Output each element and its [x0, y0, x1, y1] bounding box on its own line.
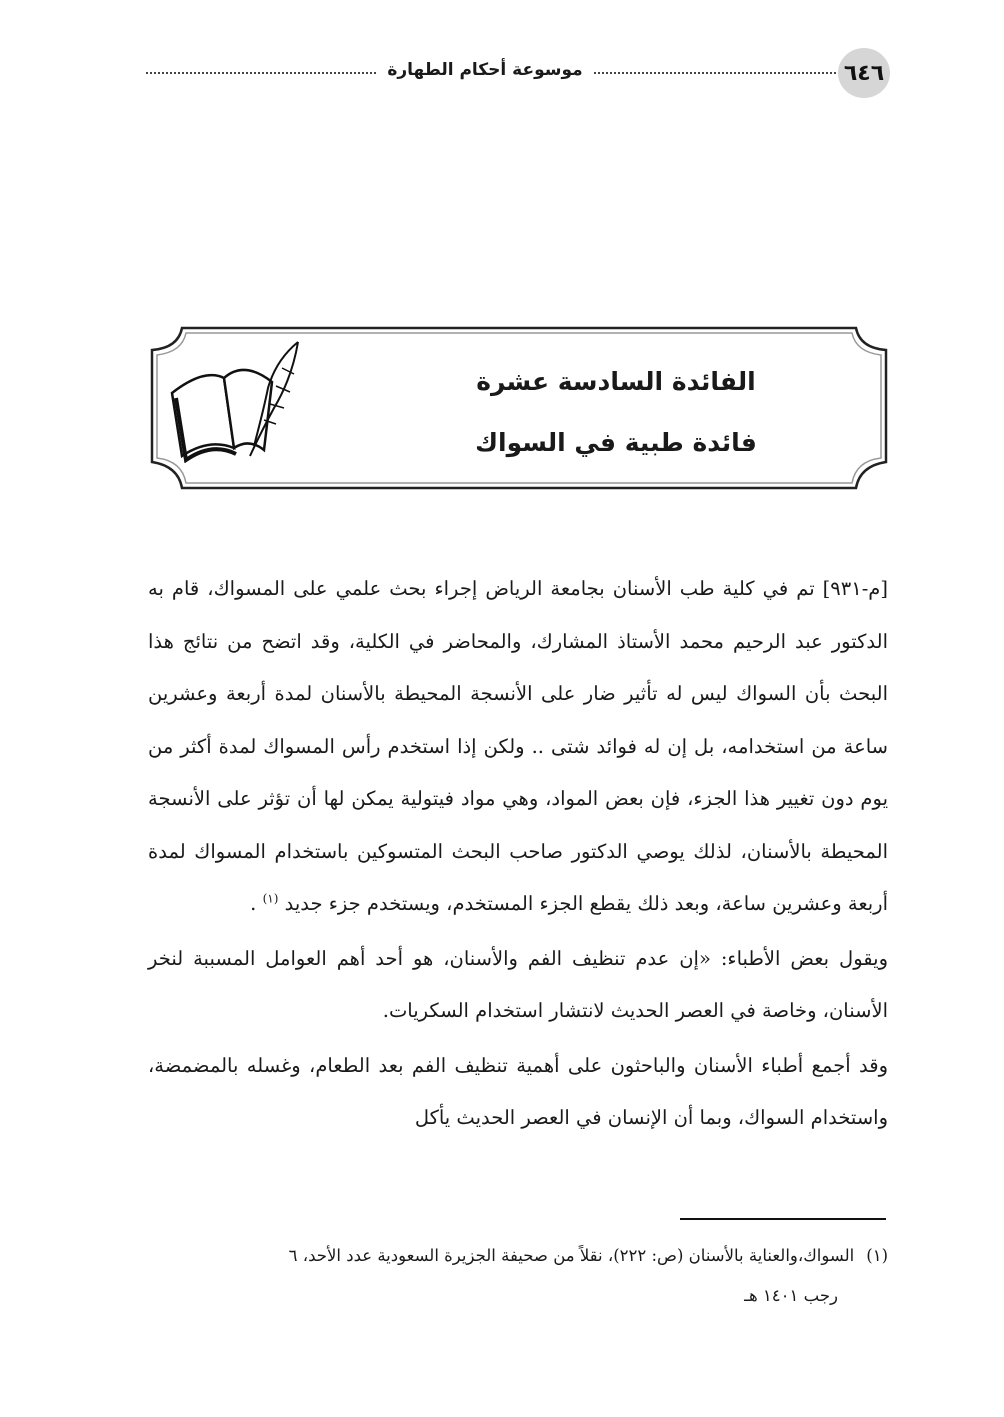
footnote: [148, 1236, 888, 1316]
main-body: [148, 563, 888, 1145]
footnote-continuation: رجب ١٤٠١ هـ: [744, 1286, 838, 1305]
running-title: موسوعة أحكام الطهارة: [140, 60, 830, 80]
paragraph-1: [م-٩٣١] تم في كلية طب الأسنان بجامعة الرياض إجراء بحث علمي على المسواك، قام به الدكتور عبد الرحيم محمد الأستاذ المشارك، والمحاضر في الكلية، وقد اتضح من نتائج هذا البحث بأن السواك ليس له تأثير ضار على الأنسجة المحيطة بالأسنان لمدة أربعة وعشرين ساعة من استخدامه، بل إن له فوائد شتى .. ولكن إذا استخدم رأس المسواك لمدة أكثر من يوم دون تغيير هذا الجزء، فإن بعض المواد، وهي مواد فيتولية يمكن لها أن تؤثر على الأنسجة المحيطة بالأسنان، لذلك يوصي الدكتور صاحب البحث المتسوكين باستخدام المسواك لمدة أربعة وعشرين ساعة، وبعد ذلك يقطع الجزء المستخدم، ويستخدم جزء جديد $^{(١)}$ .: [148, 577, 888, 915]
book-and-quill-icon: [164, 338, 304, 463]
paragraph-3: وقد أجمع أطباء الأسنان والباحثون على أهمية تنظيف الفم بعد الطعام، وغسله بالمضمضة، واستخدام السواك، وبما أن الإنسان في العصر الحديث يأكل: [148, 1053, 888, 1129]
footnote-separator: [680, 1218, 886, 1220]
page-header: [140, 48, 890, 98]
footnote-number: (١): [866, 1246, 888, 1265]
paragraph-2: ويقول بعض الأطباء: «إن عدم تنظيف الفم والأسنان، هو أحد أهم العوامل المسببة لنخر الأسنان، وخاصة في العصر الحديث لانتشار استخدام السكريات.: [148, 946, 888, 1022]
page-number: ٦٤٦: [838, 48, 890, 98]
footnote-text: السواك،والعناية بالأسنان (ص: ٢٢٢)، نقلاً من صحيفة الجزيرة السعودية عدد الأحد، ٦: [288, 1246, 855, 1265]
chapter-title: الفائدة السادسة عشرة: [476, 367, 756, 396]
footnote-reference[interactable]: (١): [262, 891, 279, 906]
chapter-subtitle: فائدة طبية في السواك: [475, 428, 757, 457]
chapter-heading-frame: [146, 322, 892, 494]
